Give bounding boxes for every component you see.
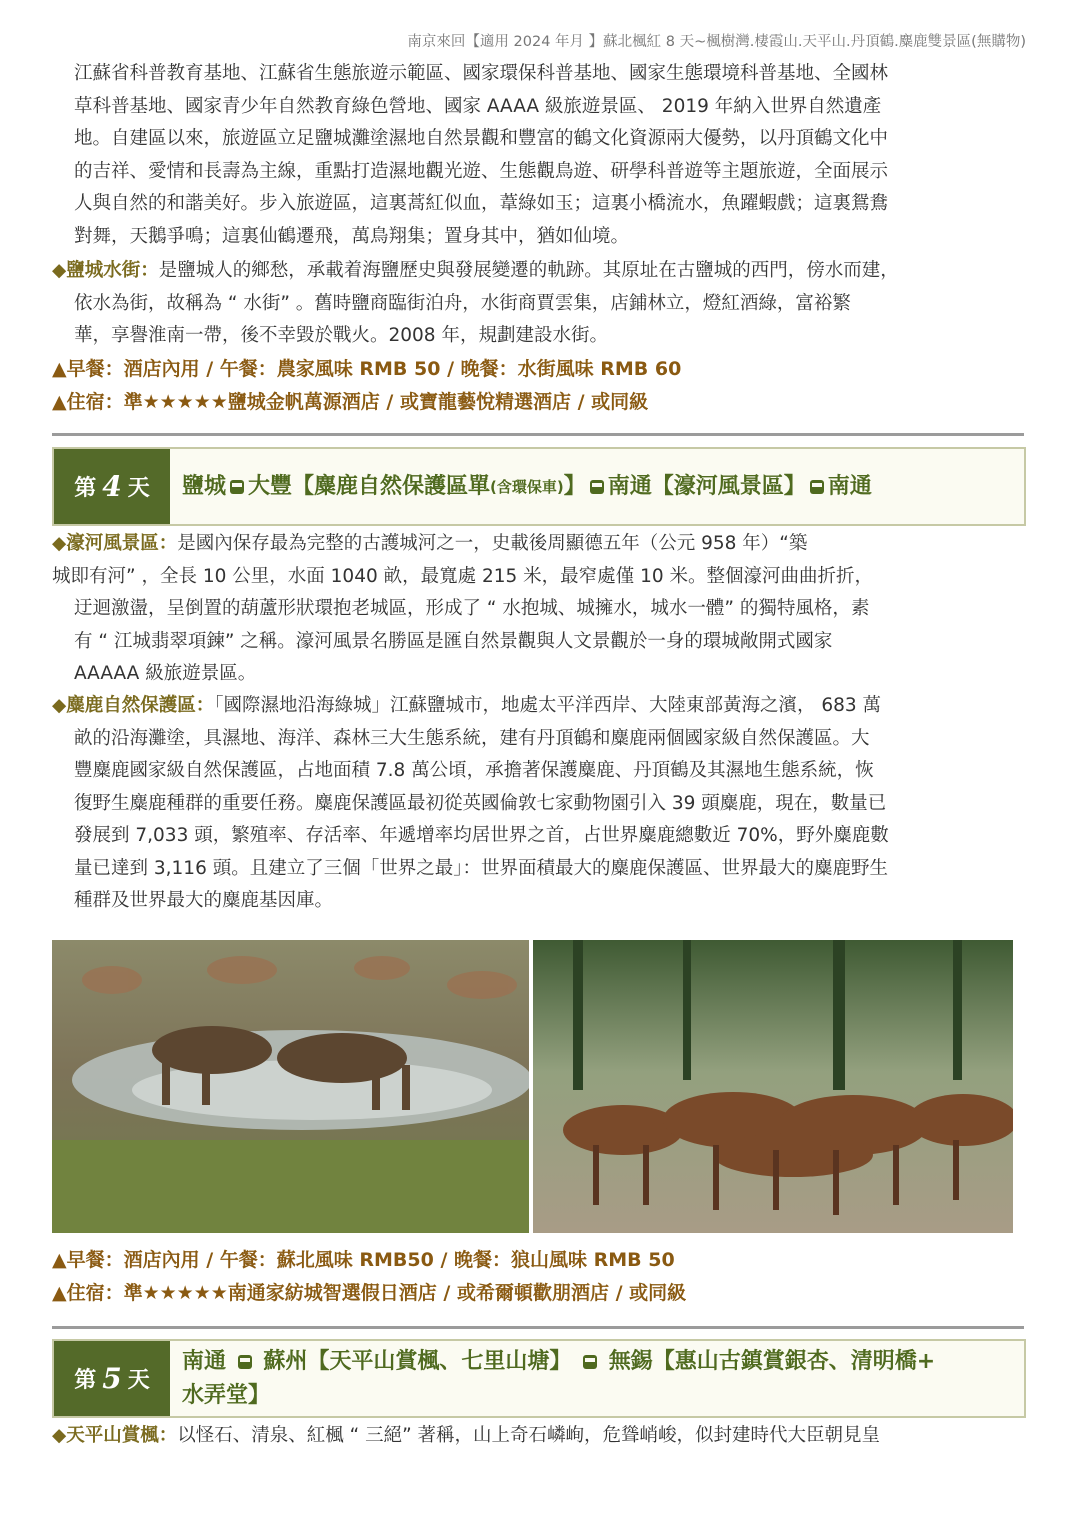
wetland-paragraph [52,58,1028,253]
text-line: 地。自建區以來，旅遊區立足鹽城灘塗濕地自然景觀和豐富的鶴文化資源兩大優勢，以丹頂鶴文化中 [74,128,889,149]
text-line: 草科普基地、國家青少年自然教育綠色營地、國家 AAAA 級旅遊景區、 2019 年納入世界自然遺產 [74,95,882,117]
text-line: 量已達到 3,116 頭。且建立了三個「世界之最」：世界面積最大的麋鹿保護區、世界最大的麋鹿野生 [74,857,888,879]
bus-icon [810,480,824,494]
day4-title: 鹽城 大豐【麋鹿自然保護區單 (含環保車) 】 南通【濠河風景區】 南通 [182,473,872,499]
text-line: 迂迴激盪，呈倒置的葫蘆形狀環抱老城區，形成了 “ 水抱城、城擁水，城水一體” 的獨特風格，素 [74,598,870,619]
haohe-title: ◆濠河風景區： [52,533,178,554]
deer-herd-photo [533,940,1013,1233]
text-line: 畝的沿海灘塗，具濕地、海洋、森林三大生態系統，建有丹頂鶴和麋鹿兩個國家級自然保護區。大 [74,727,870,749]
tianping-section [52,1420,1028,1453]
day3-hotel: ▲住宿：準★★★★★鹽城金帆萬源酒店 / 或寶龍藝悅精選酒店 / 或同級 [52,391,649,413]
bus-icon [238,1355,252,1369]
day4-hotel: ▲住宿：準★★★★★南通家紡城智選假日酒店 / 或希爾頓歡朋酒店 / 或同級 [52,1282,687,1304]
bus-icon [583,1355,597,1369]
water-street-section [52,255,1028,353]
day5-header [52,1339,1026,1418]
day5-title: 南通 蘇州【天平山賞楓、七里山塘】 無錫【惠山古鎮賞銀杏、清明橋+ 水弄堂】 [182,1348,936,1408]
milu-title: ◆麋鹿自然保護區： [52,695,215,716]
text-line: 對舞，天鵝爭鳴；這裏仙鶴遷飛，萬鳥翔集；置身其中，猶如仙境。 [74,225,630,247]
bus-icon [230,480,244,494]
text-line: 豐麋鹿國家級自然保護區，占地面積 7.8 萬公頃，承擔著保護麋鹿、丹頂鶴及其濕地生態系統，恢 [74,760,874,781]
day3-meals: ▲早餐：酒店內用 / 午餐：農家風味 RMB 50 / 晚餐：水街風味 RMB 60 [52,358,682,380]
text-line: 是國內保存最為完整的古護城河之一，史載後周顯德五年（公元 958 年）“築 [177,533,808,554]
text-line: 依水為街，故稱為 “ 水街” 。舊時鹽商臨街泊舟，水街商賈雲集，店鋪林立，燈紅酒綠，富裕繁 [74,292,851,314]
text-line: 是鹽城人的鄉愁，承載着海鹽歷史與發展變遷的軌跡。其原址在古鹽城的西門，傍水而建， [158,260,899,281]
text-line: 人與自然的和諧美好。步入旅遊區，這裏蒿紅似血，葦綠如玉；這裏小橋流水，魚躍蝦戲；這裏鴛鴦 [74,193,889,214]
deer-fight-photo [52,940,529,1233]
text-line: 復野生麋鹿種群的重要任務。麋鹿保護區最初從英國倫敦七家動物園引入 39 頭麋鹿，現在，數量已 [74,792,887,814]
text-line: 的吉祥、愛情和長壽為主線，重點打造濕地觀光遊、生態觀鳥遊、研學科普遊等主題旅遊，全面展示 [74,160,889,182]
haohe-section [52,528,1028,691]
bus-icon [590,480,604,494]
text-line: 以怪石、清泉、紅楓 “ 三絕” 著稱，山上奇石嶙峋，危聳峭峻，似封建時代大臣朝見皇 [177,1425,881,1446]
day4-badge: 第 4 天 [54,449,170,524]
text-line: 江蘇省科普教育基地、江蘇省生態旅遊示範區、國家環保科普基地、國家生態環境科普基地、全國林 [74,63,889,84]
text-line: 有 “ 江城翡翠項鍊” 之稱。濠河風景名勝區是匯自然景觀與人文景觀於一身的環城敞開式國家 [74,630,833,652]
text-line: 城即有河” ，全長 10 公里，水面 1040 畝，最寬處 215 米，最窄處僅 10 米。整個濠河曲曲折折， [52,565,873,587]
text-line: AAAAA 級旅遊景區。 [74,663,257,684]
text-line: 「國際濕地沿海綠城」江蘇鹽城市，地處太平洋西岸、大陸東部黃海之濱， 683 萬 [214,695,882,716]
water-street-title: ◆鹽城水街： [52,260,159,281]
day4-header [52,447,1026,526]
day4-meals: ▲早餐：酒店內用 / 午餐：蘇北風味 RMB50 / 晚餐：狼山風味 RMB 50 [52,1249,675,1271]
text-line: 華，享譽淮南一帶，後不幸毀於戰火。2008 年，規劃建設水街。 [74,325,608,346]
day5-badge: 第 5 天 [54,1341,170,1416]
page-header: 南京來回【適用 2024 年月 】蘇北楓紅 8 天~楓樹灣.棲霞山.天平山.丹頂鶴.麋鹿雙景區(無購物) [407,34,1026,50]
milu-section [52,690,1028,918]
text-line: 種群及世界最大的麋鹿基因庫。 [74,890,334,911]
text-line: 發展到 7,033 頭，繁殖率、存活率、年遞增率均居世界之首，占世界麋鹿總數近 70%，野外麋鹿數 [74,825,889,846]
tianping-title: ◆天平山賞楓： [52,1425,178,1446]
divider [52,433,1024,436]
divider [52,1326,1024,1329]
